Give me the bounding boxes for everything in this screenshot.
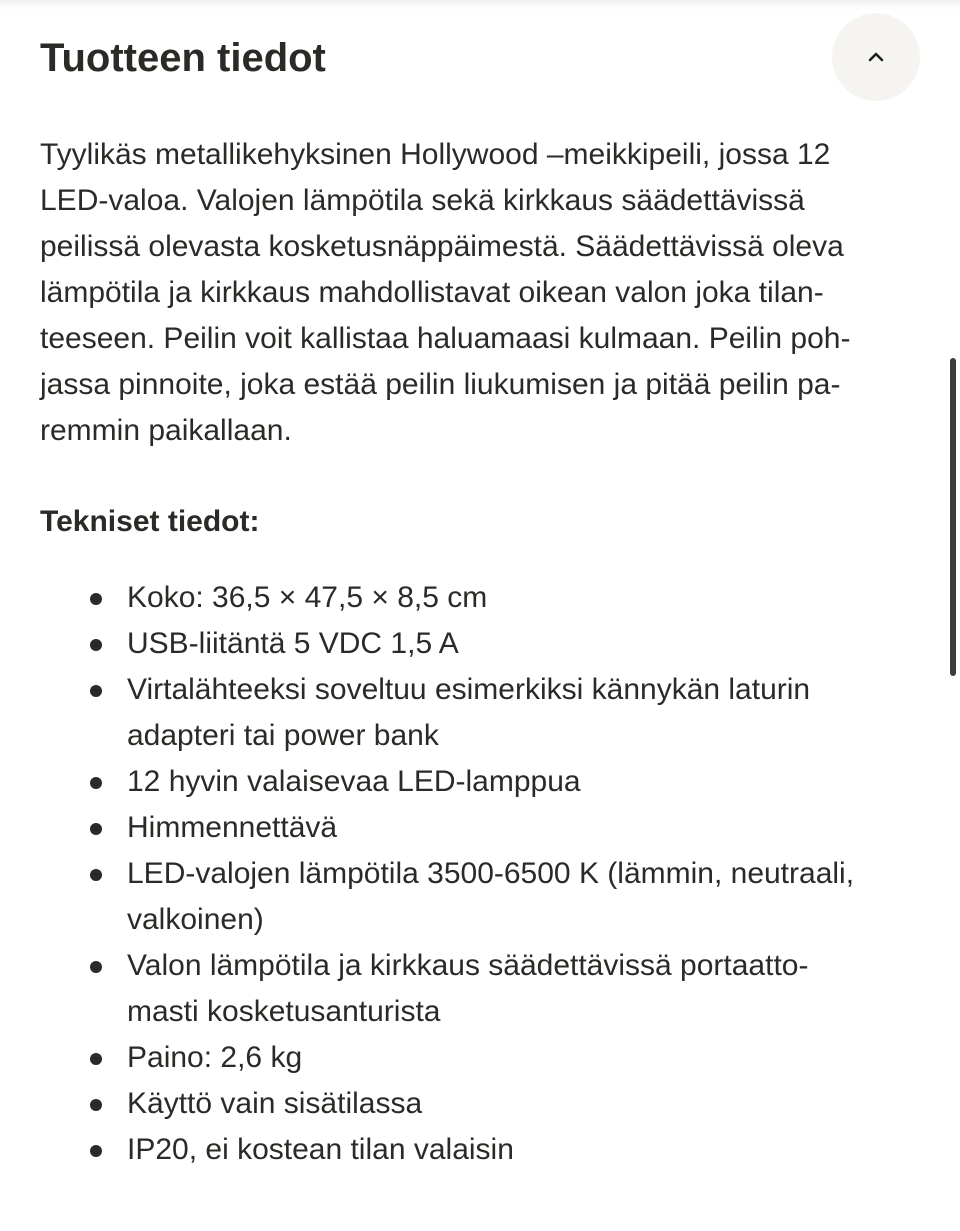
specs-list [0,575,930,1173]
list-item [0,575,930,621]
list-item-text: Käyttö vain sisätilassa [127,1087,423,1120]
list-item-text: Koko: 36,5 × 47,5 × 8,5 cm [127,581,488,614]
list-item-text: masti kosketusanturista [127,995,441,1028]
list-item [0,943,930,1035]
specs-heading: Tekniset tiedot: [40,505,260,538]
list-item [0,851,930,943]
list-item [0,1127,930,1173]
list-item [0,1081,930,1127]
bullet-icon [90,685,102,697]
bullet-icon [90,1053,102,1065]
list-item-text: Paino: 2,6 kg [127,1041,303,1074]
list-item-text: 12 hyvin valaisevaa LED-lamppua [127,765,581,798]
list-item-text: Himmennettävä [127,811,338,844]
bullet-icon [90,593,102,605]
list-item-text: valkoinen) [127,903,264,936]
list-item-text: LED-valojen lämpötila 3500-6500 K (lämmin, neutraali, [127,857,855,890]
scrollbar[interactable] [950,358,956,676]
description-line: lämpötila ja kirkkaus mahdollistavat oikean valon joka tilan- [40,276,824,309]
list-item-text: Valon lämpötila ja kirkkaus säädettävissä portaatto- [127,949,809,982]
description-line: Tyylikäs metallikehyksinen Hollywood –meikkipeili, jossa 12 [40,138,831,171]
bullet-icon [90,869,102,881]
list-item [0,759,930,805]
collapse-button[interactable] [832,13,920,101]
bullet-icon [90,777,102,789]
product-description [40,132,920,454]
list-item-text: USB-liitäntä 5 VDC 1,5 A [127,627,459,660]
top-edge-shadow [0,0,960,10]
list-item [0,805,930,851]
list-item-text: adapteri tai power bank [127,719,439,752]
bullet-icon [90,1099,102,1111]
bullet-icon [90,961,102,973]
chevron-up-icon [865,50,887,64]
description-line: jassa pinnoite, joka estää peilin liukumisen ja pitää peilin pa- [40,368,841,401]
description-line: remmin paikallaan. [40,414,292,447]
list-item-text: Virtalähteeksi soveltuu esimerkiksi kännykän laturin [127,673,811,706]
list-item-text: IP20, ei kostean tilan valaisin [127,1133,514,1166]
description-line: LED-valoa. Valojen lämpötila sekä kirkkaus säädettävissä [40,184,805,217]
section-header [40,26,920,96]
list-item [0,621,930,667]
description-line: teeseen. Peilin voit kallistaa haluamaasi kulmaan. Peilin poh- [40,322,851,355]
description-line: peilissä olevasta kosketusnäppäimestä. Säädettävissä oleva [40,230,844,263]
section-title: Tuotteen tiedot [40,36,326,80]
list-item [0,1035,930,1081]
bullet-icon [90,823,102,835]
bullet-icon [90,639,102,651]
bullet-icon [90,1145,102,1157]
list-item [0,667,930,759]
